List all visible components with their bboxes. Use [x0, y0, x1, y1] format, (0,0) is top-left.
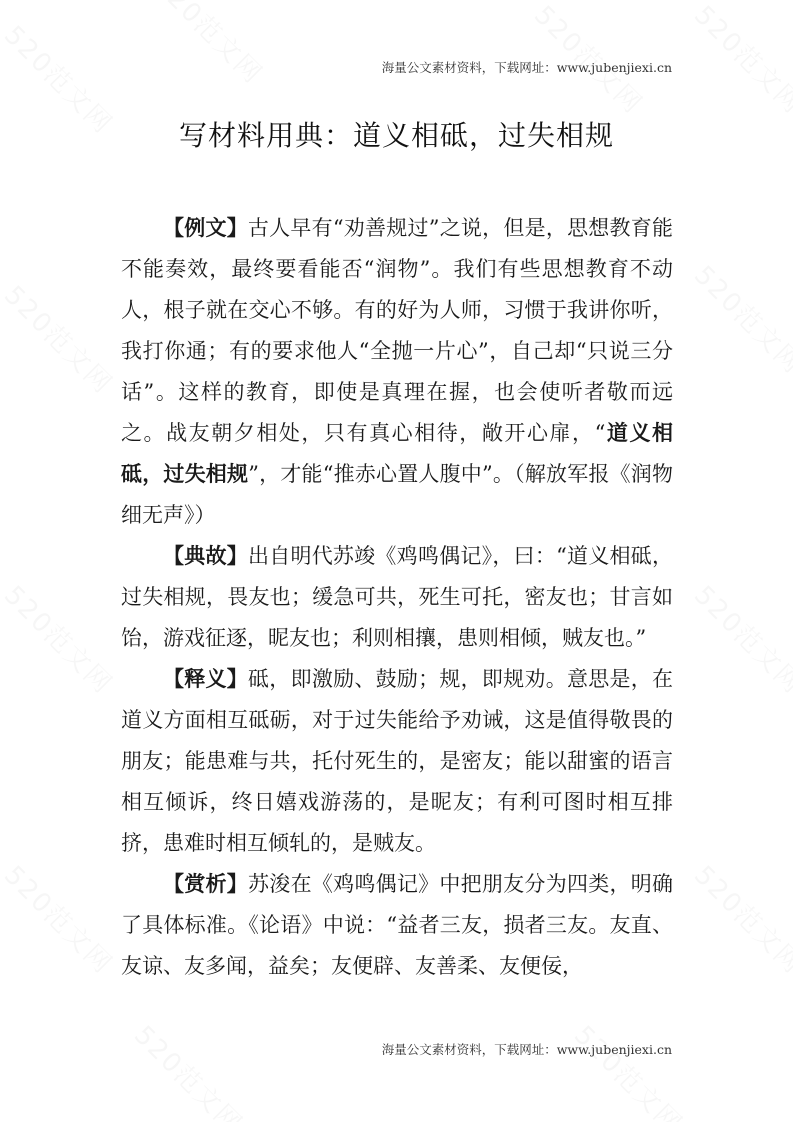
watermark [567, 1016, 692, 1122]
paragraph-text: 古人早有“劝善规过”之说，但是，思想教育能不能奏效，最终要看能否“润物”。我们有些思想教育不动人，根子就在交心不够。有的好为人师，习惯于我讲你听，我打你通；有的要求他人“全抛一片心”，自己却“只说三分话”。这样的教育，即使是真理在握，也会使听者敬而远之。战友朝夕相处，只有真心相待，敞开心扉，“ [121, 216, 673, 445]
paragraph-example [121, 208, 673, 536]
section-tag: 【赏析】 [163, 872, 249, 896]
watermark [687, 856, 793, 981]
paragraph-text: 苏浚在《鸡鸣偶记》中把朋友分为四类，明确了具体标准。《论语》中说：“益者三友，损者三友。友直、友谅、友多闻，益矣；友便辟、友善柔、友便佞， [121, 872, 674, 978]
watermark [147, 0, 272, 91]
document-body [121, 208, 673, 987]
watermark [0, 576, 122, 701]
paragraph-allusion [121, 536, 673, 659]
paragraph-analysis [121, 864, 673, 987]
section-tag: 【例文】 [163, 216, 248, 240]
watermark [687, 576, 793, 701]
section-tag: 【释义】 [163, 667, 249, 691]
page-header: 海量公文素材资料，下载网址：www.jubenjiexi.cn [381, 60, 672, 75]
paragraph-meaning [121, 659, 673, 864]
watermark [127, 1016, 252, 1122]
watermark [0, 856, 122, 981]
page-title: 写材料用典：道义相砥，过失相规 [178, 119, 614, 152]
watermark [0, 276, 122, 401]
paragraph-text: 出自明代苏竣《鸡鸣偶记》，曰：“道义相砥，过失相规，畏友也；缓急可共，死生可托，密友也；甘言如饴，游戏征逐，昵友也；利则相攘，患则相倾，贼友也。” [121, 544, 674, 650]
watermark [687, 0, 793, 121]
paragraph-text: 砥，即激励、鼓励；规，即规劝。意思是，在道义方面相互砥砺，对于过失能给予劝诫，这是值得敬畏的朋友；能患难与共，托付死生的，是密友；能以甜蜜的语言相互倾诉，终日嬉戏游荡的，是昵友；有利可图时相互排挤，患难时相互倾轧的，是贼友。 [121, 667, 674, 855]
bold-phrase: 道义相砥，过失相规 [121, 421, 674, 486]
section-tag: 【典故】 [163, 544, 248, 568]
paragraph-text: ”，才能“推赤心置人腹中”。（解放军报《润物细无声》） [121, 462, 674, 527]
watermark [687, 256, 793, 381]
page-footer: 海量公文素材资料，下载网址：www.jubenjiexi.cn [381, 1042, 672, 1057]
